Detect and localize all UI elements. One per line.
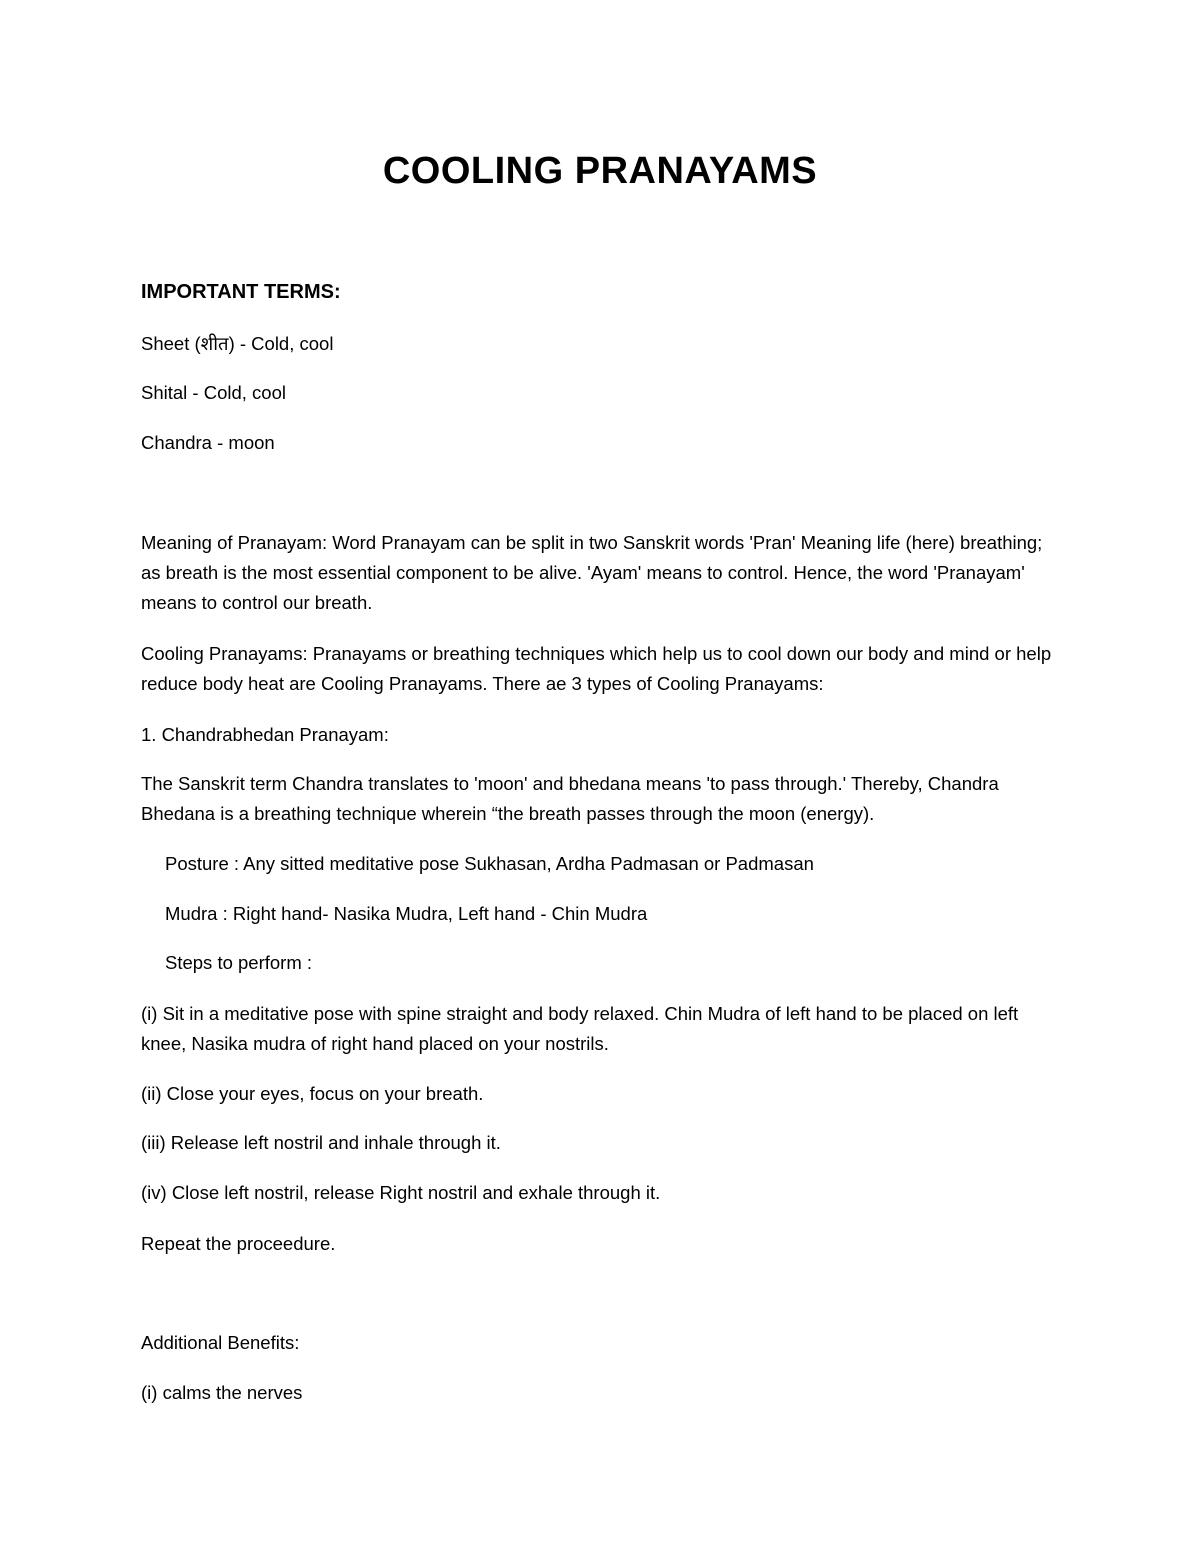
page-title: COOLING PRANAYAMS [382,150,818,192]
benefits-heading: Additional Benefits: [141,1332,300,1353]
mudra-line: Mudra : Right hand- Nasika Mudra, Left hand - Chin Mudra [165,903,648,924]
term-sheet: Sheet (शीत) - Cold, cool [141,333,334,354]
step-1: (i) Sit in a meditative pose with spine straight and body relaxed. Chin Mudra of left hand to be placed on left knee, Nasika mudra of right hand placed on your nostrils. [141,1003,1019,1054]
meaning-paragraph: Meaning of Pranayam: Word Pranayam can be split in two Sanskrit words 'Pran' Meaning life (here) breathing; as breath is the most essential component to be alive. 'Ayam' means to control. Hence, the word 'Pranayam' means to control our breath. [141,532,1043,613]
term-shital: Shital - Cold, cool [141,382,286,403]
benefit-1: (i) calms the nerves [141,1382,303,1403]
step-4: (iv) Close left nostril, release Right nostril and exhale through it. [141,1182,661,1203]
terms-heading: IMPORTANT TERMS: [141,281,341,303]
steps-heading: Steps to perform : [165,952,313,973]
section1-paragraph: The Sanskrit term Chandra translates to 'moon' and bhedana means 'to pass through.' Thereby, Chandra Bhedana is a breathing technique wherein “the breath passes through the moon (energy). [141,773,999,824]
cooling-paragraph: Cooling Pranayams: Pranayams or breathing techniques which help us to cool down our body and mind or help reduce body heat are Cooling Pranayams. There ae 3 types of Cooling Pranayams: [141,643,1052,694]
step-2: (ii) Close your eyes, focus on your breath. [141,1083,484,1104]
posture-line: Posture : Any sitted meditative pose Sukhasan, Ardha Padmasan or Padmasan [165,853,814,874]
section1-heading: 1. Chandrabhedan Pranayam: [141,724,389,745]
repeat-line: Repeat the proceedure. [141,1233,336,1254]
term-chandra: Chandra - moon [141,432,275,453]
step-3: (iii) Release left nostril and inhale through it. [141,1132,501,1153]
